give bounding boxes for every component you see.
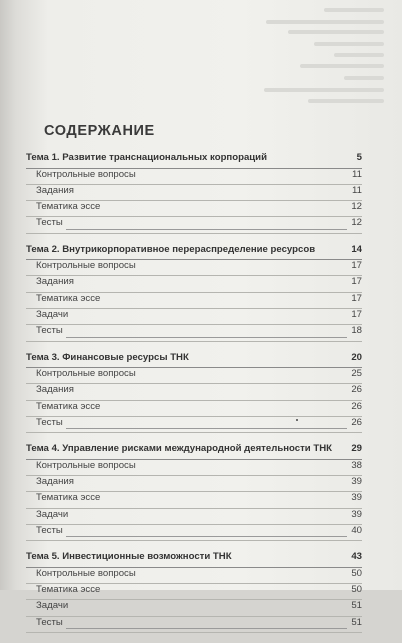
toc-section	[26, 443, 362, 541]
subentry-label: Контрольные вопросы	[36, 260, 136, 272]
subentry-label: Задания	[36, 184, 74, 196]
subentry-label: Задачи	[36, 309, 69, 321]
page-number: 51	[351, 616, 362, 628]
subentry-label: Тесты	[36, 616, 63, 628]
page-number: 39	[351, 476, 362, 488]
subentry-label: Контрольные вопросы	[36, 459, 136, 471]
page-number: 29	[351, 443, 362, 455]
page-number: 17	[351, 260, 362, 272]
subentry-label: Задания	[36, 476, 74, 488]
toc-subentry[interactable]	[26, 401, 362, 417]
toc-subentry[interactable]	[26, 525, 362, 541]
toc-subentry[interactable]	[26, 476, 362, 492]
toc-subentry[interactable]	[26, 600, 362, 616]
chapter-title: Тема 4. Управление рисками международной деятельности ТНК	[26, 443, 332, 455]
subentry-label: Тесты	[36, 417, 63, 429]
page-number: 18	[351, 325, 362, 337]
subentry-label: Тесты	[36, 217, 63, 229]
toc-subentry[interactable]	[26, 217, 362, 233]
page-number: 39	[351, 508, 362, 520]
subentry-label: Задания	[36, 384, 74, 396]
table-of-contents	[26, 152, 362, 643]
page-number: 50	[351, 584, 362, 596]
toc-section	[26, 352, 362, 434]
subentry-label: Контрольные вопросы	[36, 368, 136, 380]
leader-line	[66, 229, 347, 230]
toc-subentry[interactable]	[26, 185, 362, 201]
toc-section	[26, 244, 362, 342]
page-number: 50	[351, 567, 362, 579]
leader-line	[66, 628, 347, 629]
subentry-label: Задачи	[36, 508, 69, 520]
toc-subentry[interactable]	[26, 617, 362, 633]
toc-subentry[interactable]	[26, 325, 362, 341]
toc-subentry[interactable]	[26, 492, 362, 508]
subentry-label: Тематика эссе	[36, 400, 101, 412]
toc-subentry[interactable]	[26, 201, 362, 217]
page-number: 26	[351, 417, 362, 429]
subentry-label: Задачи	[36, 600, 69, 612]
page-number: 26	[351, 400, 362, 412]
subentry-label: Контрольные вопросы	[36, 168, 136, 180]
page-number: 17	[351, 292, 362, 304]
toc-chapter-entry[interactable]	[26, 152, 362, 169]
page-number: 39	[351, 492, 362, 504]
toc-subentry[interactable]	[26, 384, 362, 400]
toc-subentry[interactable]	[26, 309, 362, 325]
subentry-label: Тематика эссе	[36, 584, 101, 596]
toc-subentry[interactable]	[26, 509, 362, 525]
leader-line	[66, 428, 347, 429]
page-number: 20	[351, 351, 362, 363]
page-number: 11	[352, 168, 362, 180]
toc-subentry[interactable]	[26, 260, 362, 276]
chapter-title: Тема 5. Инвестиционные возможности ТНК	[26, 551, 232, 563]
subentry-label: Задания	[36, 276, 74, 288]
chapter-title: Тема 2. Внутрикорпоративное перераспределение ресурсов	[26, 243, 316, 255]
subentry-label: Тесты	[36, 325, 63, 337]
toc-subentry[interactable]	[26, 460, 362, 476]
subentry-label: Тематика эссе	[36, 201, 101, 213]
toc-section	[26, 152, 362, 234]
page-number: 26	[351, 384, 362, 396]
chapter-title: Тема 3. Финансовые ресурсы ТНК	[26, 351, 189, 363]
page-number: 12	[351, 201, 362, 213]
subentry-label: Контрольные вопросы	[36, 567, 136, 579]
page-number: 11	[352, 184, 362, 196]
subentry-label: Тесты	[36, 525, 63, 537]
page-number: 5	[356, 152, 362, 163]
page-number: 17	[351, 276, 362, 288]
leader-line	[66, 337, 347, 338]
toc-chapter-entry[interactable]	[26, 352, 362, 369]
toc-subentry[interactable]	[26, 276, 362, 292]
toc-section	[26, 551, 362, 633]
page-title: СОДЕРЖАНИЕ	[44, 123, 155, 139]
page-number: 51	[351, 600, 362, 612]
page-number: 25	[351, 368, 362, 380]
page-number: 38	[351, 459, 362, 471]
page-number: 14	[351, 243, 362, 255]
toc-chapter-entry[interactable]	[26, 244, 362, 261]
toc-subentry[interactable]	[26, 417, 362, 433]
page-number: 17	[351, 309, 362, 321]
toc-chapter-entry[interactable]	[26, 551, 362, 568]
toc-subentry[interactable]	[26, 368, 362, 384]
toc-subentry[interactable]	[26, 293, 362, 309]
subentry-label: Тематика эссе	[36, 492, 101, 504]
toc-chapter-entry[interactable]	[26, 443, 362, 460]
chapter-title: Тема 1. Развитие транснациональных корпораций	[26, 152, 267, 163]
toc-subentry[interactable]	[26, 584, 362, 600]
print-speck	[296, 419, 298, 421]
leader-line	[66, 536, 347, 537]
page-number: 40	[351, 525, 362, 537]
toc-subentry[interactable]	[26, 169, 362, 185]
toc-subentry[interactable]	[26, 568, 362, 584]
subentry-label: Тематика эссе	[36, 292, 101, 304]
page-number: 43	[351, 551, 362, 563]
page-number: 12	[351, 217, 362, 229]
reverse-side-bleed-through	[244, 6, 384, 116]
